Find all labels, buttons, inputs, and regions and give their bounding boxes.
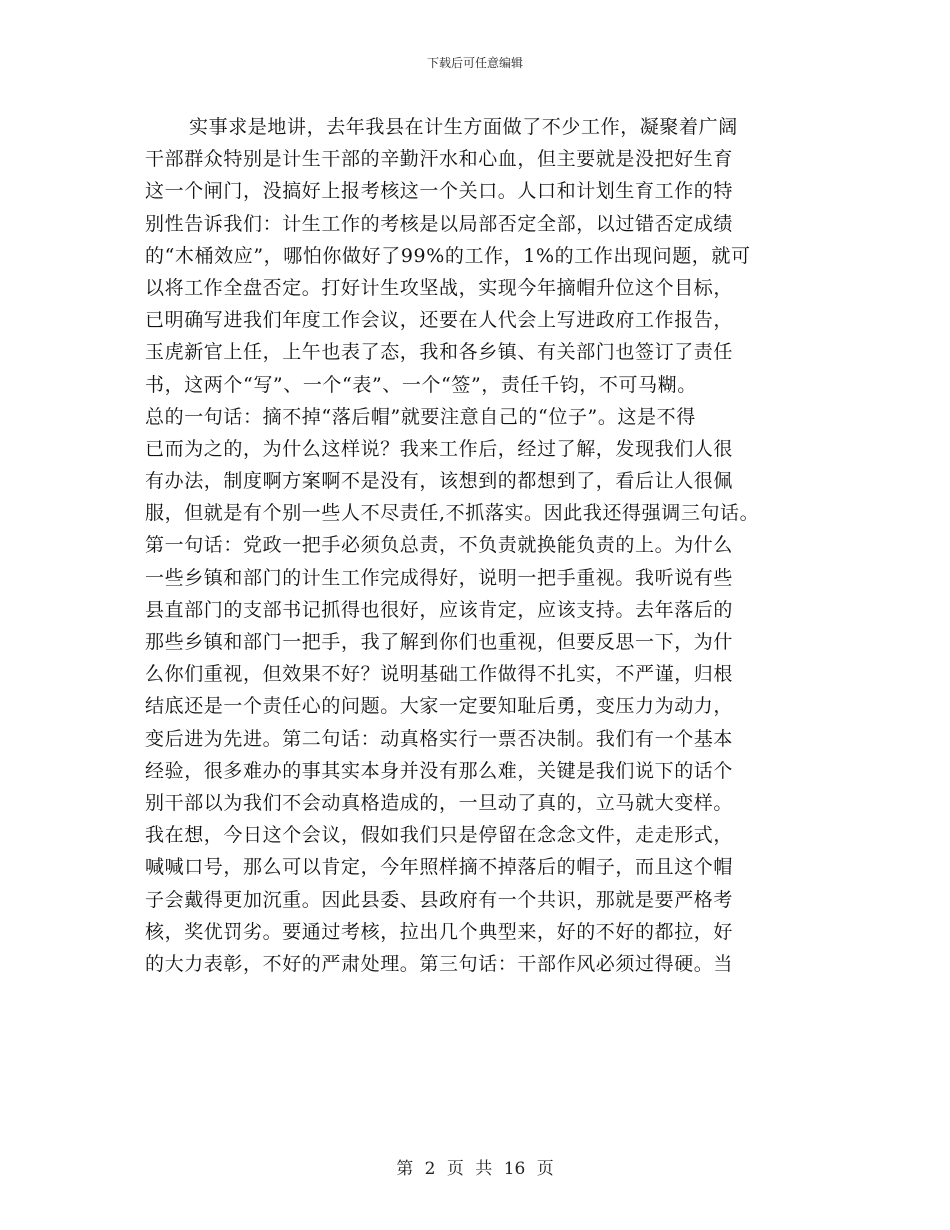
text-line: 服，但就是有个别一些人不尽责任,不抓落实。因此我还得强调三句话。 <box>145 502 760 525</box>
text-line: 实事求是地讲，去年我县在计生方面做了不少工作，凝聚着广阔 <box>189 116 738 138</box>
text-line: 书，这两个“写”、一个“表”、一个“签”，责任千钧，不可马糊。 <box>145 373 697 396</box>
text-line: 县直部门的支部书记抓得也很好，应该肯定，应该支持。去年落后的 <box>145 598 734 621</box>
text-line: 那些乡镇和部门一把手，我了解到你们也重视，但要反思一下，为什 <box>145 631 734 653</box>
text-line: 经验，很多难办的事其实本身并没有那么难，关键是我们说下的话个 <box>145 759 734 782</box>
text-line: 第一句话：党政一把手必须负总责，不负责就换能负责的上。为什么 <box>145 534 734 557</box>
text-line: 核，奖优罚劣。要通过考核，拉出几个典型来，好的不好的都拉，好 <box>145 920 734 943</box>
text-line: 么你们重视，但效果不好？说明基础工作做得不扎实，不严谨，归根 <box>145 663 734 686</box>
text-line: 变后进为先进。第二句话：动真格实行一票否决制。我们有一个基本 <box>145 727 734 750</box>
text-line: 以将工作全盘否定。打好计生攻坚战，实现今年摘帽升位这个目标， <box>145 276 734 299</box>
page-number-footer: 第 2 页 共 16 页 <box>396 1159 554 1179</box>
text-line: 干部群众特别是计生干部的辛勤汗水和心血，但主要就是没把好生育 <box>145 148 734 171</box>
text-line: 别干部以为我们不会动真格造成的，一旦动了真的，立马就大变样。 <box>145 791 734 814</box>
text-line: 总的一句话：摘不掉“落后帽”就要注意自己的“位子”。这是不得 <box>145 405 696 428</box>
text-line: 一些乡镇和部门的计生工作完成得好，说明一把手重视。我听说有些 <box>145 566 734 589</box>
text-line: 已明确写进我们年度工作会议，还要在人代会上写进政府工作报告， <box>145 309 734 332</box>
text-line: 结底还是一个责任心的问题。大家一定要知耻后勇，变压力为动力， <box>145 695 734 718</box>
page-header: 下载后可任意编辑 <box>426 56 523 70</box>
text-line: 我在想，今日这个会议，假如我们只是停留在念念文件，走走形式， <box>145 824 734 847</box>
document-body <box>145 111 815 980</box>
text-line: 的大力表彰，不好的严肃处理。第三句话：干部作风必须过得硬。当 <box>145 952 734 975</box>
text-line: 这一个闸门，没搞好上报考核这一个关口。人口和计划生育工作的特 <box>145 180 734 203</box>
text-line: 别性告诉我们：计生工作的考核是以局部否定全部，以过错否定成绩 <box>145 212 734 235</box>
text-line: 有办法，制度啊方案啊不是没有，该想到的都想到了，看后让人很佩 <box>145 470 734 493</box>
text-line: 子会戴得更加沉重。因此县委、县政府有一个共识，那就是要严格考 <box>145 888 734 911</box>
text-line: 的“木桶效应”，哪怕你做好了99%的工作，1%的工作出现问题，就可 <box>145 244 751 267</box>
text-line: 喊喊口号，那么可以肯定，今年照样摘不掉落后的帽子，而且这个帽 <box>145 856 734 879</box>
text-line: 玉虎新官上任，上午也表了态，我和各乡镇、有关部门也签订了责任 <box>145 341 734 364</box>
text-line: 已而为之的，为什么这样说？我来工作后，经过了解，发现我们人很 <box>145 437 734 460</box>
